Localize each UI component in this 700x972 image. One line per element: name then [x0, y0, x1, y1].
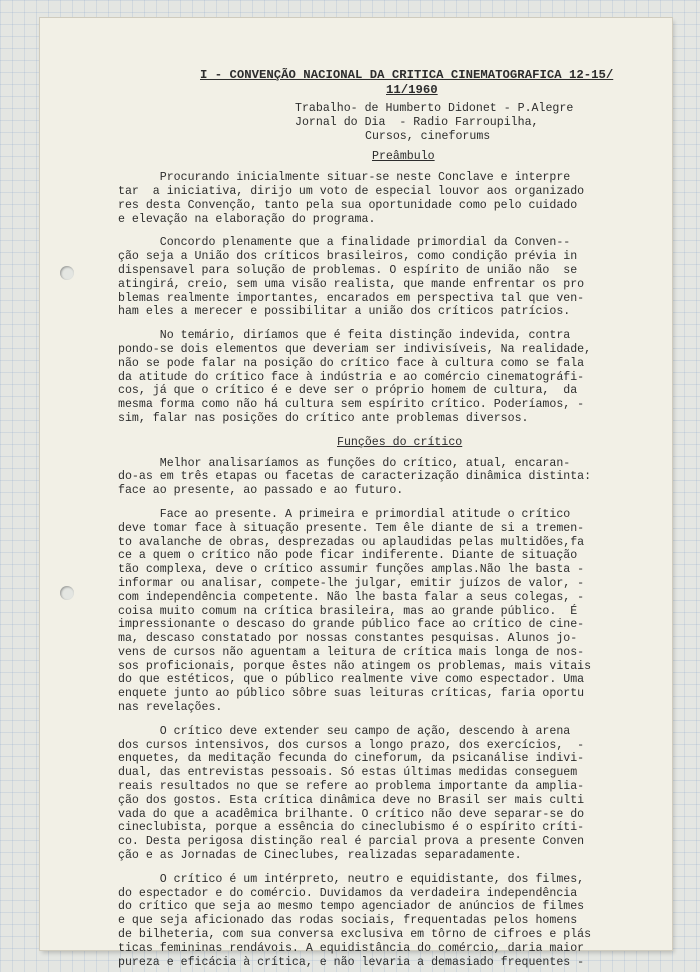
- text-line: do espectador e do comércio. Duvidamos da verdadeira independência: [118, 886, 578, 900]
- text-line: e elevação na elaboração do programa.: [118, 212, 376, 226]
- text-line: e que seja aficionado das rodas sociais, frequentadas pelos homens: [118, 914, 578, 928]
- text-line: Face ao presente. A primeira e primordial atitude o crítico: [118, 507, 571, 521]
- paragraph: [118, 236, 678, 319]
- text-line: No temário, diríamos que é feita distinção indevida, contra: [118, 329, 571, 343]
- text-line: blemas realmente importantes, encarados em perspectiva tal que ven-: [118, 291, 585, 305]
- paragraph: [118, 457, 678, 498]
- text-line: pureza e eficácia à crítica, e não levaria a demasiado frequentes -: [118, 955, 585, 969]
- text-line: ham eles a merecer e possibilitar a união dos críticos patrícios.: [118, 305, 571, 319]
- text-line: da atitude do crítico face à indústria e ao comércio cinematográfi-: [118, 370, 585, 384]
- text-line: sim, falar nas posições do crítico ante problemas diversos.: [118, 411, 529, 425]
- text-line: ção seja a União dos críticos brasileiros, como condição prévia in: [118, 250, 578, 264]
- text-line: vens de cursos não aguentam a leitura de crítica mais longa de nos-: [118, 645, 585, 659]
- text-line: res desta Convenção, tanto pela sua oportunidade como pelo cuidado: [118, 198, 578, 212]
- text-line: mesma forma como não há cultura sem espírito crítico. Poderíamos, -: [118, 398, 585, 412]
- text-line: ma, descaso constatado por nossas constantes pesquisas. Alunos jo-: [118, 632, 578, 646]
- author-line: Trabalho- de Humberto Didonet - P.Alegre: [295, 102, 574, 115]
- text-line: informar ou analisar, compete-lhe julgar, emitir juízos de valor, -: [118, 576, 585, 590]
- text-line: to avalanche de obras, desprezadas ou aplaudidas pelas multidões,fa: [118, 535, 585, 549]
- text-line: do que estéticos, que o público realmente vive como espectador. Uma: [118, 673, 585, 687]
- typed-text-body: [118, 68, 678, 969]
- text-line: ce a quem o crítico não pode ficar indiferente. Diante de situação: [118, 549, 578, 563]
- text-line: Procurando inicialmente situar-se neste Conclave e interpre: [118, 171, 571, 185]
- text-line: coisa muito comum na crítica brasileira, mas ao grande público. É: [118, 604, 578, 618]
- section-heading-funcoes: Funções do crítico: [337, 435, 463, 449]
- text-line: pondo-se dois elementos que deveriam ser indivisíveis, Na realidade,: [118, 342, 592, 356]
- text-line: ticas femininas rendávois. A equidistância do comércio, daria maior: [118, 941, 585, 955]
- text-line: Concordo plenamente que a finalidade primordial da Conven--: [118, 236, 571, 250]
- text-line: deve tomar face à situação presente. Tem êle diante de si a tremen-: [118, 521, 585, 535]
- binder-hole: [60, 586, 74, 600]
- text-line: de bilheteria, com sua conversa exclusiva em tôrno de cifroes e plás: [118, 928, 592, 942]
- text-line: com independência competente. Não lhe basta falar a seus colegas, -: [118, 590, 585, 604]
- paragraph: [118, 508, 678, 715]
- paragraph: [118, 725, 678, 863]
- text-line: ção e as Jornadas de Cineclubes, realizadas separadamente.: [118, 849, 522, 863]
- document-title-date: 11/1960: [386, 83, 438, 97]
- document-page: [40, 18, 672, 969]
- document-title: I - CONVENÇÃO NACIONAL DA CRITICA CINEMATOGRAFICA 12-15/: [200, 68, 614, 82]
- text-line: do crítico que seja ao mesmo tempo agenciador de anúncios de filmes: [118, 900, 585, 914]
- text-line: dos cursos intensivos, dos cursos a longo prazo, dos exercícios, -: [118, 738, 585, 752]
- text-line: não se pode falar na posição do crítico face à cultura como se fala: [118, 356, 585, 370]
- text-line: cos, já que o crítico é e deve ser o próprio homem de cultura, da: [118, 384, 578, 398]
- text-line: atingirá, creio, sem uma visão realista, que mande enfrentar os pro: [118, 277, 585, 291]
- text-line: do-as em três etapas ou facetas de caracterização dinâmica distinta:: [118, 470, 592, 484]
- text-line: O crítico é um intérpreto, neutro e equidistante, dos filmes,: [118, 872, 585, 886]
- text-line: tão complexa, deve o crítico assumir funções amplas.Não lhe basta -: [118, 563, 585, 577]
- section-heading-preambulo: Preâmbulo: [372, 150, 435, 164]
- paragraph: [118, 873, 678, 970]
- author-line: Cursos, cineforums: [365, 129, 491, 143]
- binder-hole: [60, 266, 74, 280]
- text-line: sos proficionais, porque êstes não atingem os problemas, mais vitais: [118, 659, 592, 673]
- text-line: enquete junto ao público sôbre suas leituras críticas, faria oportu: [118, 687, 585, 701]
- text-line: dispensavel para solução de problemas. O espírito de união não se: [118, 263, 578, 277]
- text-line: dual, das entrevistas pessoais. Só estas últimas medidas conseguem: [118, 766, 578, 780]
- text-line: tar a iniciativa, dirijo um voto de especial louvor aos organizado: [118, 184, 585, 198]
- text-line: reais resultados no que se refere ao problema importante da amplia-: [118, 780, 585, 794]
- paragraph: [118, 171, 678, 226]
- text-line: face ao presente, ao passado e ao futuro.: [118, 484, 404, 498]
- text-line: co. Desta perigosa distinção real é parcial prova a presente Conven: [118, 835, 585, 849]
- text-line: cineclubista, porque a essência do cineclubismo é o espírito críti-: [118, 821, 585, 835]
- author-line: Jornal do Dia - Radio Farroupilha,: [295, 115, 539, 129]
- text-line: O crítico deve extender seu campo de ação, descendo à arena: [118, 724, 571, 738]
- text-line: enquetes, da meditação fecunda do cineforum, da psicanálise indivi-: [118, 752, 585, 766]
- text-line: Melhor analisaríamos as funções do crítico, atual, encaran-: [118, 456, 571, 470]
- text-line: nas revelações.: [118, 701, 223, 715]
- text-line: ção dos gostos. Esta crítica dinâmica deve no Brasil ser mais culti: [118, 793, 585, 807]
- text-line: vada do que a acadêmica brilhante. O crítico não deve separar-se do: [118, 807, 585, 821]
- text-line: impressionante o descaso do grande público face ao crítico de cine-: [118, 618, 585, 632]
- paragraph: [118, 329, 678, 426]
